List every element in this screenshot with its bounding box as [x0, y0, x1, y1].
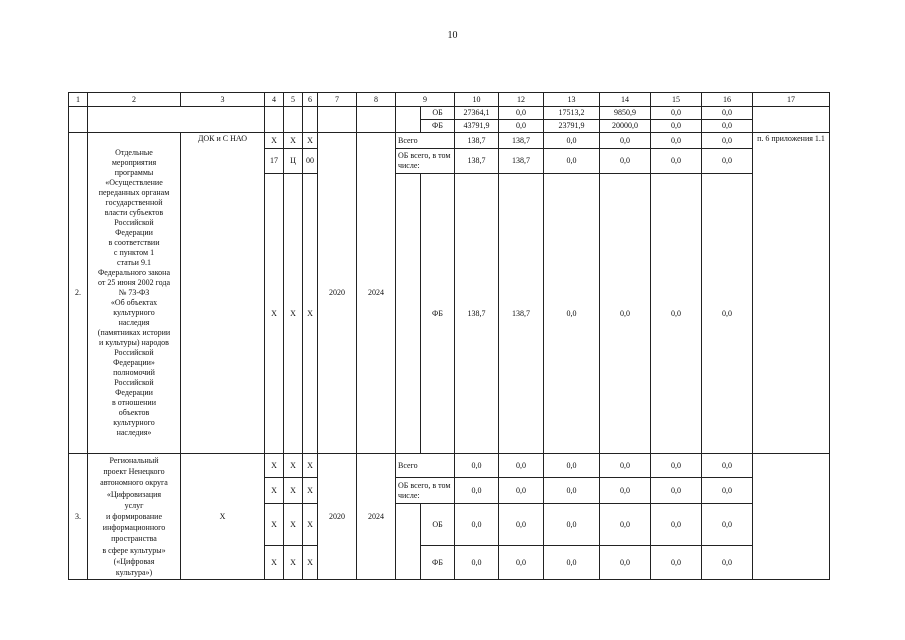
code-cell: X [284, 546, 303, 580]
header-cell: 4 [265, 93, 284, 107]
value-cell: 0,0 [455, 454, 499, 478]
value-cell: 23791,9 [544, 120, 600, 133]
value-cell: 0,0 [702, 174, 753, 454]
header-cell: 13 [544, 93, 600, 107]
value-cell: 0,0 [544, 546, 600, 580]
code-cell: Ц [284, 149, 303, 174]
code-cell: X [265, 504, 284, 546]
budget-table [68, 92, 830, 580]
value-cell: 0,0 [499, 478, 544, 504]
funding-label: Всего [396, 133, 455, 149]
funding-label: ФБ [421, 546, 455, 580]
value-cell: 0,0 [702, 107, 753, 120]
code-cell: X [265, 478, 284, 504]
code-cell: X [284, 454, 303, 478]
value-cell: 0,0 [702, 546, 753, 580]
table-row [69, 454, 830, 478]
value-cell: 0,0 [600, 174, 651, 454]
value-cell: 0,0 [544, 149, 600, 174]
value-cell: 0,0 [455, 478, 499, 504]
header-cell: 8 [357, 93, 396, 107]
value-cell: 0,0 [499, 120, 544, 133]
value-cell: 0,0 [544, 454, 600, 478]
row-description: Региональный проект Ненецкого автономного округа «Цифровизация услуг и формирование информационного пространства в сфере культуры» («Цифровая культура») [88, 454, 181, 580]
value-cell: 0,0 [651, 120, 702, 133]
value-cell: 0,0 [651, 454, 702, 478]
value-cell: 0,0 [600, 149, 651, 174]
code-cell: X [265, 133, 284, 149]
value-cell: 27364,1 [455, 107, 499, 120]
value-cell: 0,0 [600, 478, 651, 504]
code-cell: X [303, 133, 318, 149]
value-cell: 0,0 [544, 174, 600, 454]
executor-cell: ДОК и С НАО [181, 133, 265, 454]
value-cell: 138,7 [499, 174, 544, 454]
funding-label: Всего [396, 454, 455, 478]
value-cell: 20000,0 [600, 120, 651, 133]
code-cell: X [303, 504, 318, 546]
code-cell: X [284, 504, 303, 546]
value-cell: 0,0 [499, 454, 544, 478]
code-cell: X [265, 454, 284, 478]
code-cell: X [303, 478, 318, 504]
funding-label: ОБ всего, в том числе: [396, 478, 455, 504]
start-year: 2020 [318, 454, 357, 580]
value-cell: 0,0 [544, 133, 600, 149]
end-year: 2024 [357, 133, 396, 454]
continuation-row-ob [69, 107, 830, 120]
funding-label: ФБ [421, 174, 455, 454]
header-cell: 17 [753, 93, 830, 107]
row-description: Отдельные мероприятия программы «Осуществление переданных органам государственной власти субъектов Российской Федерации в соответствии с пунктом 1 статьи 9.1 Федерального закона от 25 июня 2002 года № 73-ФЗ «Об объектах культурного наследия (памятниках истории и культуры) народов Российской Федерации» полномочий Российской Федерации в отношении объектов культурного наследия» [88, 133, 181, 454]
value-cell: 0,0 [702, 133, 753, 149]
value-cell: 0,0 [651, 149, 702, 174]
code-cell: X [303, 454, 318, 478]
value-cell: 0,0 [702, 454, 753, 478]
code-cell: X [265, 546, 284, 580]
header-cell: 10 [455, 93, 499, 107]
value-cell: 0,0 [455, 504, 499, 546]
value-cell: 138,7 [455, 133, 499, 149]
value-cell: 0,0 [702, 149, 753, 174]
value-cell: 0,0 [651, 504, 702, 546]
funding-label: ОБ всего, в том числе: [396, 149, 455, 174]
value-cell: 138,7 [499, 149, 544, 174]
header-cell: 2 [88, 93, 181, 107]
end-year: 2024 [357, 454, 396, 580]
value-cell: 0,0 [499, 107, 544, 120]
code-cell: X [284, 174, 303, 454]
value-cell: 0,0 [651, 133, 702, 149]
table-row [69, 133, 830, 149]
value-cell: 0,0 [702, 478, 753, 504]
row-number: 2. [69, 133, 88, 454]
value-cell: 0,0 [702, 504, 753, 546]
header-cell: 3 [181, 93, 265, 107]
header-cell: 12 [499, 93, 544, 107]
value-cell: 0,0 [544, 504, 600, 546]
value-cell: 138,7 [455, 149, 499, 174]
header-cell: 15 [651, 93, 702, 107]
value-cell: 0,0 [651, 107, 702, 120]
page-number: 10 [447, 30, 458, 41]
value-cell: 0,0 [651, 546, 702, 580]
header-cell: 14 [600, 93, 651, 107]
header-cell: 5 [284, 93, 303, 107]
header-cell: 7 [318, 93, 357, 107]
header-row [69, 93, 830, 107]
value-cell: 0,0 [600, 504, 651, 546]
value-cell: 0,0 [600, 454, 651, 478]
value-cell: 0,0 [651, 174, 702, 454]
source-label: ФБ [421, 120, 455, 133]
code-cell: 00 [303, 149, 318, 174]
code-cell: X [303, 546, 318, 580]
value-cell: 0,0 [651, 478, 702, 504]
source-label: ОБ [421, 107, 455, 120]
code-cell: X [284, 133, 303, 149]
code-cell: X [303, 174, 318, 454]
header-cell: 6 [303, 93, 318, 107]
value-cell: 0,0 [600, 546, 651, 580]
executor-cell: X [181, 454, 265, 580]
code-cell: X [265, 174, 284, 454]
value-cell: 43791,9 [455, 120, 499, 133]
code-cell: 17 [265, 149, 284, 174]
funding-label: ОБ [421, 504, 455, 546]
value-cell: 138,7 [455, 174, 499, 454]
value-cell: 0,0 [600, 133, 651, 149]
header-cell: 1 [69, 93, 88, 107]
value-cell: 17513,2 [544, 107, 600, 120]
code-cell: X [284, 478, 303, 504]
start-year: 2020 [318, 133, 357, 454]
value-cell: 0,0 [499, 504, 544, 546]
value-cell: 0,0 [544, 478, 600, 504]
header-cell: 9 [396, 93, 455, 107]
value-cell: 0,0 [455, 546, 499, 580]
header-cell: 16 [702, 93, 753, 107]
note-cell: п. 6 приложения 1.1 [753, 133, 830, 454]
value-cell: 0,0 [499, 546, 544, 580]
value-cell: 138,7 [499, 133, 544, 149]
value-cell: 9850,9 [600, 107, 651, 120]
row-number: 3. [69, 454, 88, 580]
value-cell: 0,0 [702, 120, 753, 133]
